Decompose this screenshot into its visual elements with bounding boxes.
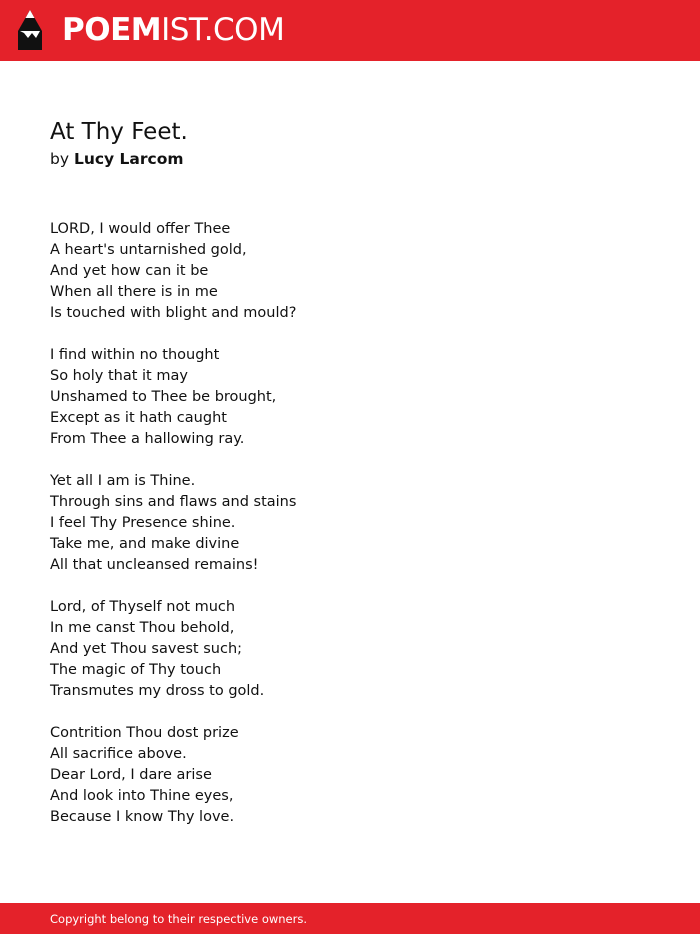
poem-line: Is touched with blight and mould? xyxy=(50,305,297,321)
byline xyxy=(50,148,184,170)
logo-text-light: IST.COM xyxy=(161,12,285,48)
poem-line: Lord, of Thyself not much xyxy=(50,599,236,615)
copyright-text: Copyright belong to their respective owners. xyxy=(50,912,308,926)
stanza xyxy=(50,219,296,324)
poem-line: Take me, and make divine xyxy=(50,536,240,552)
site-footer xyxy=(0,903,700,934)
poem-line: Transmutes my dross to gold. xyxy=(50,683,265,699)
poem-line: Through sins and flaws and stains xyxy=(50,494,297,510)
poem-line: LORD, I would offer Thee xyxy=(50,221,231,237)
poem-title: At Thy Feet. xyxy=(50,119,188,145)
poem-line: All that uncleansed remains! xyxy=(50,557,259,573)
poem-line: A heart's untarnished gold, xyxy=(50,242,247,258)
poem-line: And look into Thine eyes, xyxy=(50,788,234,804)
poem-line: So holy that it may xyxy=(50,368,188,384)
poem-line: Contrition Thou dost prize xyxy=(50,725,239,741)
stanza xyxy=(50,345,296,450)
stanza xyxy=(50,723,296,828)
poem-line: I feel Thy Presence shine. xyxy=(50,515,236,531)
poem-line: I find within no thought xyxy=(50,347,220,363)
poem-body xyxy=(50,219,296,849)
poem-line: In me canst Thou behold, xyxy=(50,620,235,636)
poem-line: And yet how can it be xyxy=(50,263,209,279)
pencil-logo-icon[interactable] xyxy=(17,9,43,51)
stanza xyxy=(50,471,296,576)
poem-line: Dear Lord, I dare arise xyxy=(50,767,212,783)
poem-line: Because I know Thy love. xyxy=(50,809,235,825)
poem-line: Unshamed to Thee be brought, xyxy=(50,389,277,405)
poem-line: Except as it hath caught xyxy=(50,410,227,426)
poem-line: When all there is in me xyxy=(50,284,218,300)
site-logo[interactable] xyxy=(62,13,284,47)
poem-line: And yet Thou savest such; xyxy=(50,641,243,657)
logo-text-bold: POEM xyxy=(62,12,162,48)
site-header xyxy=(0,0,700,61)
poem-line: Yet all I am is Thine. xyxy=(50,473,196,489)
stanza xyxy=(50,597,296,702)
author-name: Lucy Larcom xyxy=(73,150,184,168)
poem-line: From Thee a hallowing ray. xyxy=(50,431,245,447)
byline-prefix: by xyxy=(50,150,70,168)
poem-line: The magic of Thy touch xyxy=(50,662,222,678)
poem-line: All sacrifice above. xyxy=(50,746,187,762)
